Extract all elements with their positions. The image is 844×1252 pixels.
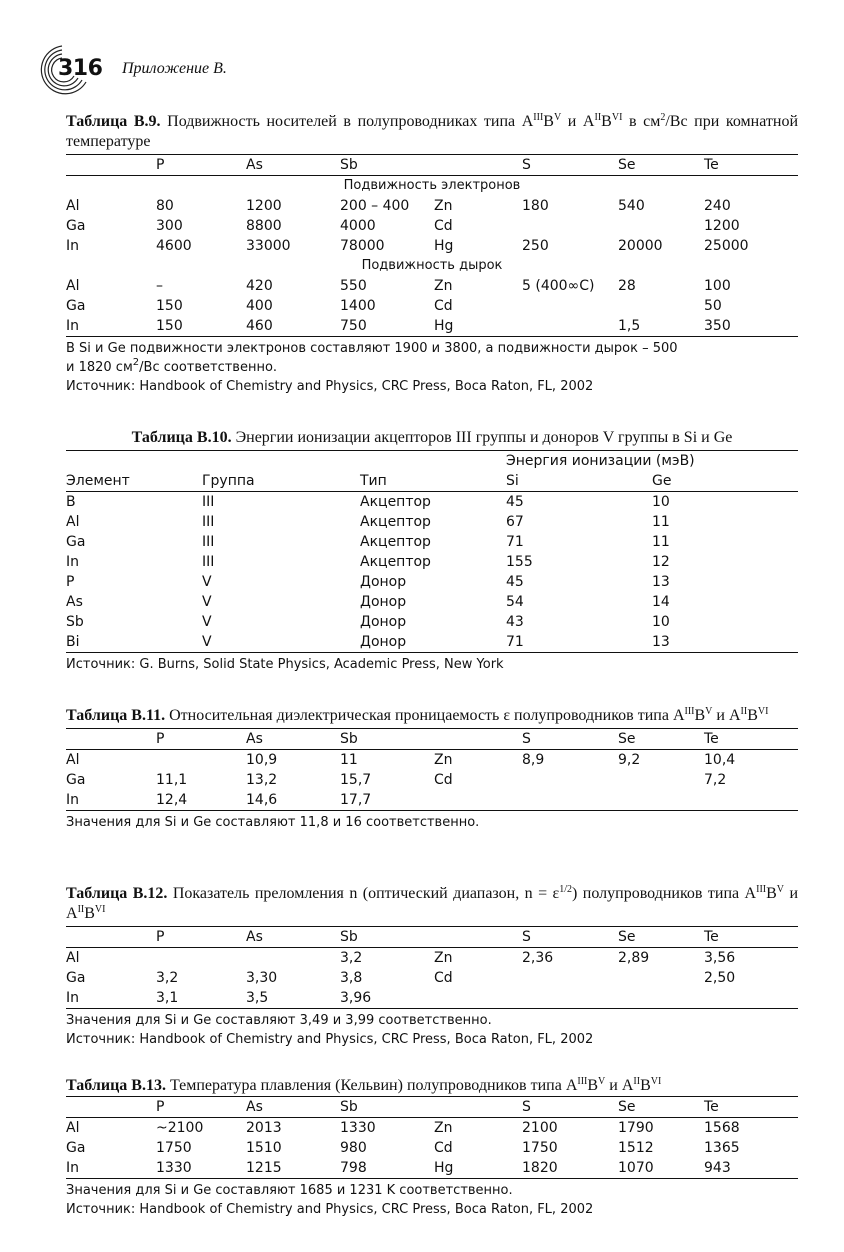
table-row: As V Донор 54 14 [66, 594, 670, 610]
table-row: Bi V Донор 71 13 [66, 632, 798, 653]
table-row: In III Акцептор 155 12 [66, 554, 670, 570]
table-b11-block [66, 706, 798, 832]
table-b13 [66, 1096, 798, 1179]
table-row: Al 3,2 Zn 2,36 2,89 3,56 [66, 950, 736, 966]
table-row: Ga 1750 1510 980 Cd 1750 1512 1365 [66, 1140, 740, 1156]
table-row: Al 80 1200 200 – 400 Zn 180 540 240 [66, 198, 731, 214]
table-header-row: P As Sb S Se Te [66, 927, 798, 948]
table-row: In 1330 1215 798 Hg 1820 1070 943 [66, 1158, 798, 1179]
table-b13-caption: Таблица В.13. Температура плавления (Кельвин) полупроводников типа $A^{III}B^V$ и $A^{II}B^{VI}$ [66, 1076, 662, 1094]
table-row: Ga 300 8800 4000 Cd 1200 [66, 218, 740, 234]
table-header-row: Элемент Группа Тип Si Ge [66, 471, 798, 492]
table-b10-caption: Таблица В.10. Энергии ионизации акцепторов III группы и доноров V группы в Si и Ge [131, 429, 733, 446]
table-b12-source: Источник: Handbook of Chemistry and Physics, CRC Press, Boca Raton, FL, 2002 [66, 1032, 594, 1047]
table-b12-caption: Таблица В.12. Показатель преломления n (оптический диапазон, $n = \varepsilon^{1/2}$) полупроводников типа $A^{III}B^V$ и $A^{II}B^{VI}$ [66, 884, 799, 922]
table-row: Sb V Донор 43 10 [66, 614, 670, 630]
table-b9-caption: Таблица В.9. Подвижность носителей в полупроводниках типа $A^{III}B^V$ и $A^{II}B^{VI}$ в $см^2/Вс$ при комнатной температуре [66, 112, 799, 150]
table-b12-block [66, 884, 798, 1049]
section-header: Подвижность электронов [343, 178, 521, 193]
table-row: Ga 3,2 3,30 3,8 Cd 2,50 [66, 970, 736, 986]
table-b11 [66, 728, 798, 811]
table-row: Al 10,9 11 Zn 8,9 9,2 10,4 [66, 752, 736, 768]
table-b12 [66, 926, 798, 1009]
table-b10 [66, 450, 798, 653]
table-row: In 4600 33000 78000 Hg 250 20000 25000 [66, 238, 749, 254]
table-b11-note: Значения для Si и Ge составляют 11,8 и 16 соответственно. [66, 815, 480, 830]
table-b10-block [66, 428, 798, 674]
table-row: Al III Акцептор 67 11 [66, 514, 670, 530]
table-row: Ga III Акцептор 71 11 [66, 534, 670, 550]
table-row: Ga 11,1 13,2 15,7 Cd 7,2 [66, 772, 727, 788]
table-header-row: P As Sb S Se Te [66, 155, 798, 176]
table-b13-block [66, 1076, 798, 1219]
page-header [34, 42, 814, 98]
table-row: Ga 150 400 1400 Cd 50 [66, 298, 722, 314]
table-row: B III Акцептор 45 10 [66, 494, 670, 510]
page-number: 316 [58, 56, 103, 81]
table-row: In 12,4 14,6 17,7 [66, 790, 798, 811]
table-b9-note: В Si и Ge подвижности электронов составляют 1900 и 3800, а подвижности дырок – 500 и 1820 $см^2/Вс$ соответственно. Источник: Handbook of Chemistry and Physics, CRC Press, Boca Raton, FL, 2002 [66, 339, 798, 396]
table-row: Al ~2100 2013 1330 Zn 2100 1790 1568 [66, 1120, 740, 1136]
table-header-row: P As Sb S Se Te [66, 729, 798, 750]
table-row: P V Донор 45 13 [66, 574, 670, 590]
table-b10-source: Источник: G. Burns, Solid State Physics, Academic Press, New York [66, 657, 504, 672]
running-title: Приложение В. [122, 60, 227, 77]
table-b12-note: Значения для Si и Ge составляют 3,49 и 3,99 соответственно. Источник: Handbook of Chemistry and Physics, CRC Press, Boca Raton, FL, 2002 [66, 1011, 798, 1049]
table-b9 [66, 154, 798, 337]
table-b11-caption: Таблица В.11. Относительная диэлектрическая проницаемость ε полупроводников типа $A^{III}B^V$ и $A^{II}B^{VI}$ [66, 706, 769, 724]
table-group-header-row: Энергия ионизации (мэВ) [66, 451, 798, 472]
table-row: In 150 460 750 Hg 1,5 350 [66, 316, 798, 337]
section-header: Подвижность дырок [361, 258, 503, 273]
table-row: In 3,1 3,5 3,96 [66, 988, 798, 1009]
table-header-row: P As Sb S Se Te [66, 1097, 798, 1118]
table-b13-source: Источник: Handbook of Chemistry and Physics, CRC Press, Boca Raton, FL, 2002 [66, 1202, 594, 1217]
table-b13-note: Значения для Si и Ge составляют 1685 и 1231 K соответственно. Источник: Handbook of Chemistry and Physics, CRC Press, Boca Raton, FL, 2002 [66, 1181, 798, 1219]
table-b9-source: Источник: Handbook of Chemistry and Physics, CRC Press, Boca Raton, FL, 2002 [66, 379, 594, 394]
table-row: Al – 420 550 Zn 5 (400∞C) 28 100 [66, 278, 731, 294]
table-b9-block [66, 112, 798, 396]
